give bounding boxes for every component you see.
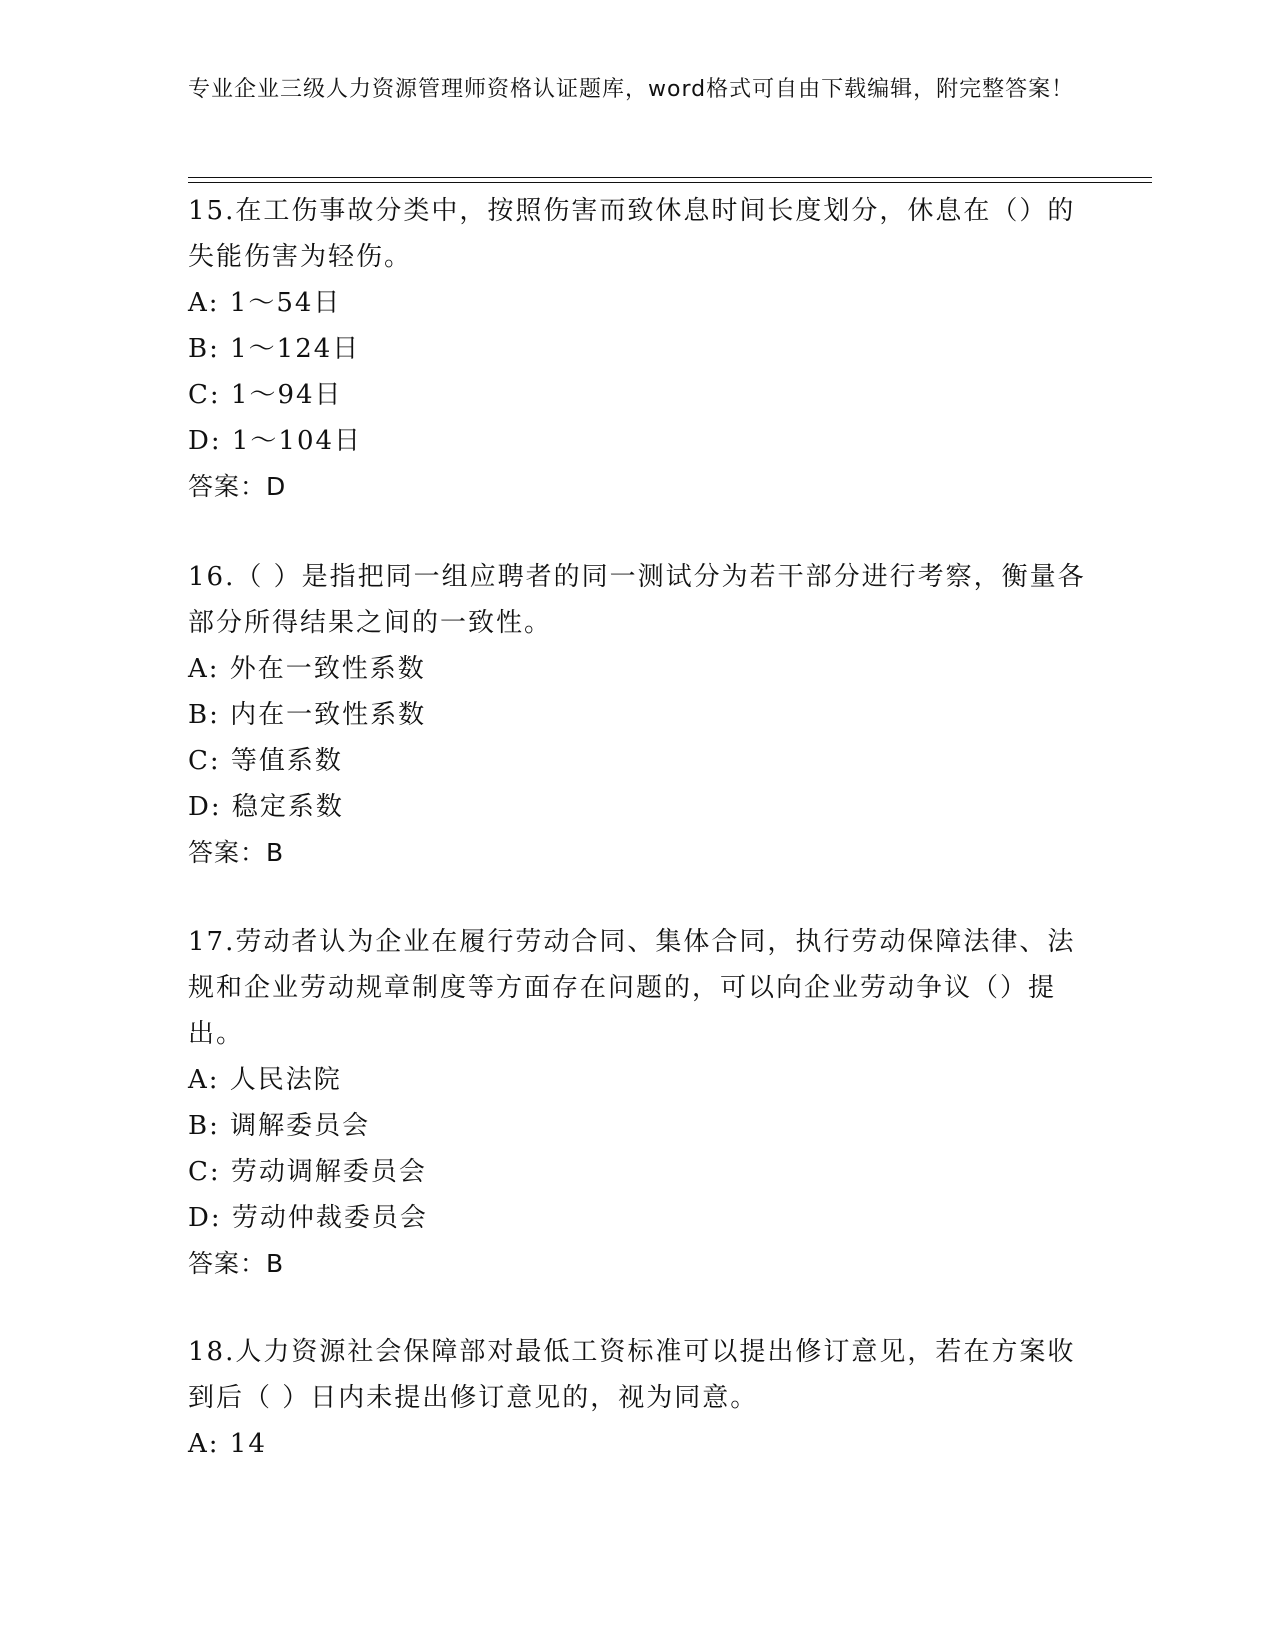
question-18 <box>188 1329 1088 1467</box>
option-a: A: 1～54日 <box>188 288 342 318</box>
question-16 <box>188 554 1088 876</box>
question-stem: 17.劳动者认为企业在履行劳动合同、集体合同，执行劳动保障法律、法规和企业劳动规章制度等方面存在问题的，可以向企业劳动争议（）提出。 <box>188 927 1076 1049</box>
option-c: C: 劳动调解委员会 <box>188 1157 427 1187</box>
question-stem: 16.（ ）是指把同一组应聘者的同一测试分为若干部分进行考察，衡量各部分所得结果之间的一致性。 <box>188 562 1086 638</box>
option-d: D: 劳动仲裁委员会 <box>188 1203 428 1233</box>
option-a: A: 人民法院 <box>188 1065 342 1095</box>
question-15 <box>188 188 1088 510</box>
answer-line: 答案：D <box>188 472 287 501</box>
option-c: C: 等值系数 <box>188 746 343 776</box>
header-divider-top <box>188 177 1152 178</box>
header-divider-bottom <box>188 182 1152 183</box>
option-b: B: 内在一致性系数 <box>188 700 427 730</box>
option-c: C: 1～94日 <box>188 380 343 410</box>
option-a: A: 14 <box>188 1429 267 1459</box>
option-d: D: 稳定系数 <box>188 792 344 822</box>
option-b: B: 调解委员会 <box>188 1111 371 1141</box>
option-b: B: 1～124日 <box>188 334 361 364</box>
question-stem: 18.人力资源社会保障部对最低工资标准可以提出修订意见，若在方案收到后（ ）日内未提出修订意见的，视为同意。 <box>188 1337 1076 1413</box>
question-17 <box>188 919 1088 1287</box>
question-stem: 15.在工伤事故分类中，按照伤害而致休息时间长度划分，休息在（）的失能伤害为轻伤。 <box>188 196 1076 272</box>
answer-line: 答案：B <box>188 838 285 867</box>
answer-line: 答案：B <box>188 1249 285 1278</box>
option-a: A: 外在一致性系数 <box>188 654 426 684</box>
option-d: D: 1～104日 <box>188 426 363 456</box>
document-header: 专业企业三级人力资源管理师资格认证题库，word格式可自由下载编辑，附完整答案！ <box>188 77 1075 102</box>
